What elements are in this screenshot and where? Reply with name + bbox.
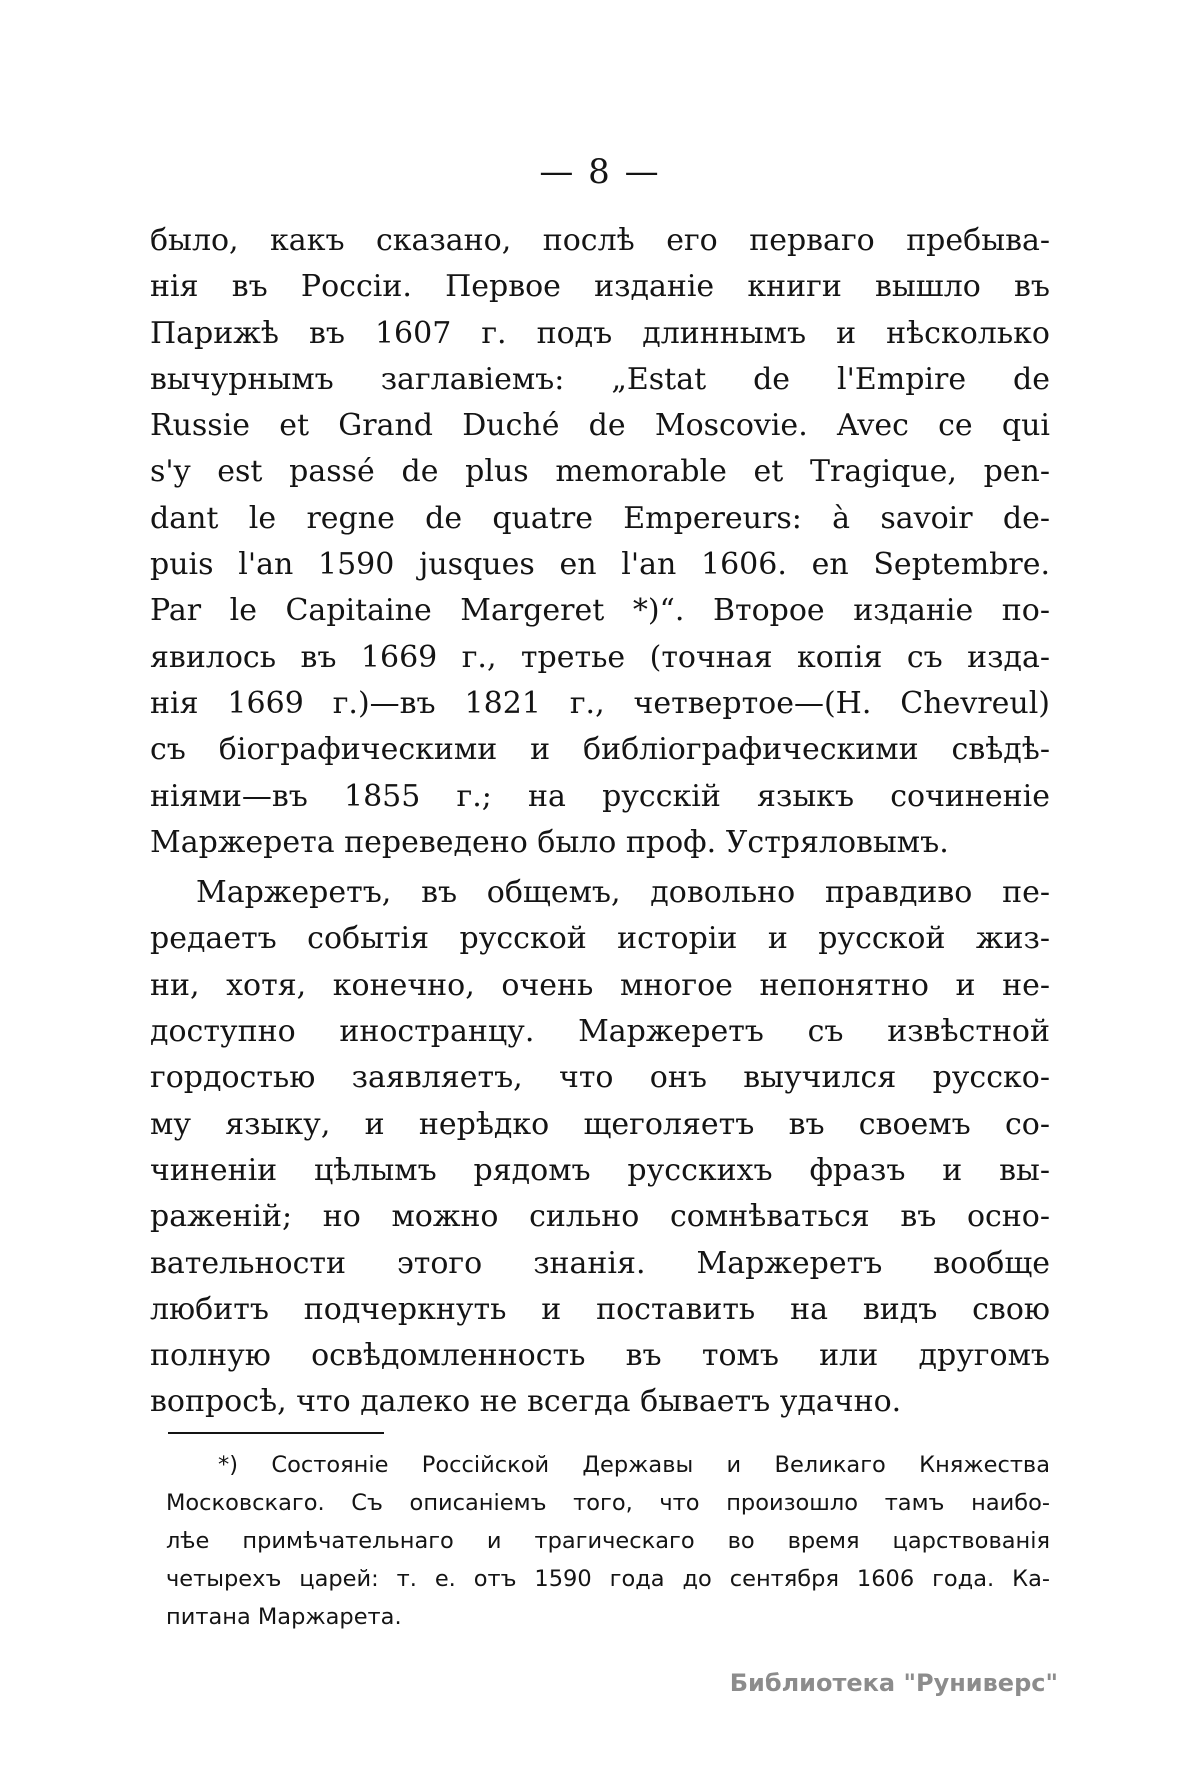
- text-line: полную освѣдомленность въ томъ или другомъ: [150, 1338, 1050, 1374]
- page-number: — 8 —: [539, 152, 661, 192]
- footnote-divider: [168, 1432, 384, 1434]
- text-line: Russie et Grand Duché de Moscovie. Avec ce qui: [150, 408, 1050, 444]
- text-line: любитъ подчеркнуть и поставить на видъ свою: [150, 1291, 1050, 1327]
- paragraph-1: [150, 218, 1050, 866]
- text-line: Маржеретъ, въ общемъ, довольно правдиво пе-: [196, 875, 1050, 911]
- text-line: нія въ Россіи. Первое изданіе книги вышло въ: [150, 269, 1050, 305]
- text-line: dant le regne de quatre Empereurs: à savoir de-: [150, 500, 1050, 536]
- text-line: нія 1669 г.)—въ 1821 г., четвертое—(H. Chevreul): [150, 685, 1050, 721]
- text-line: редаетъ событія русской исторіи и русской жиз-: [150, 921, 1050, 957]
- text-line: Par le Capitaine Margeret *)“. Второе изданіе по-: [150, 593, 1050, 629]
- text-line: доступно иностранцу. Маржеретъ съ извѣстной: [150, 1014, 1050, 1050]
- footnote-line: *) Состояніе Россійской Державы и Великаго Княжества: [218, 1452, 1050, 1478]
- text-line: чиненіи цѣлымъ рядомъ русскихъ фразъ и вы-: [150, 1152, 1050, 1188]
- footnote-line: питана Маржарета.: [166, 1604, 402, 1630]
- library-watermark: Библиотека "Руниверс": [729, 1669, 1058, 1697]
- text-line: Маржерета переведено было проф. Устряловымъ.: [150, 824, 949, 860]
- text-line: съ біографическими и библіографическими свѣдѣ-: [150, 732, 1050, 768]
- text-line: ни, хотя, конечно, очень многое непонятно и не-: [150, 967, 1050, 1003]
- text-line: s'y est passé de plus memorable et Tragique, pen-: [150, 454, 1050, 490]
- text-line: раженій; но можно сильно сомнѣваться въ осно-: [150, 1199, 1050, 1235]
- text-line: явилось въ 1669 г., третье (точная копія съ изда-: [150, 639, 1050, 675]
- text-line: вательности этого знанія. Маржеретъ вообще: [150, 1245, 1050, 1281]
- text-line: гордостью заявляетъ, что онъ выучился русско-: [150, 1060, 1050, 1096]
- footnote-line: Московскаго. Съ описаніемъ того, что произошло тамъ наибо-: [166, 1490, 1050, 1516]
- text-line: puis l'an 1590 jusques en l'an 1606. en Septembre.: [150, 547, 1050, 583]
- paragraph-2: [150, 870, 1050, 1426]
- footnote-line: лѣе примѣчательнаго и трагическаго во время царствованія: [166, 1528, 1050, 1554]
- text-line: Парижѣ въ 1607 г. подъ длиннымъ и нѣсколько: [150, 315, 1050, 351]
- text-line: вопросѣ, что далеко не всегда бываетъ удачно.: [150, 1384, 902, 1420]
- text-line: вычурнымъ заглавіемъ: „Estat de l'Empire de: [150, 361, 1050, 397]
- footnote-line: четырехъ царей: т. е. отъ 1590 года до сентября 1606 года. Ка-: [166, 1566, 1050, 1592]
- main-text: [150, 218, 1050, 1426]
- text-line: ніями—въ 1855 г.; на русскій языкъ сочиненіе: [150, 778, 1050, 814]
- text-line: му языку, и нерѣдко щеголяетъ въ своемъ со-: [150, 1106, 1050, 1142]
- footnote: [166, 1446, 1050, 1636]
- text-line: было, какъ сказано, послѣ его перваго пребыва-: [150, 223, 1050, 258]
